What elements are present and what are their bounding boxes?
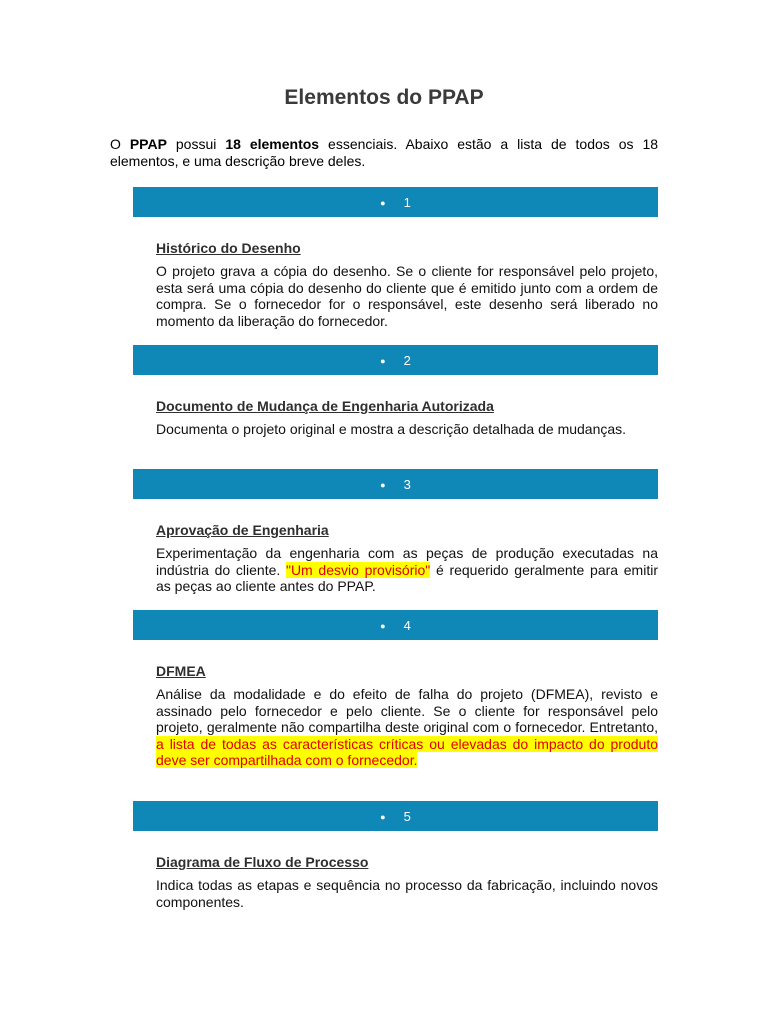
bullet-icon: ● [380, 621, 386, 631]
element-desc-3a: Experimentação da engenharia com as peças de produção executadas na indústria do cliente. [156, 545, 658, 578]
intro-text-3: essenciais. Abaixo estão a lista de todos os 18 elementos, e uma descrição breve deles. [110, 136, 659, 169]
element-desc-3b: é requerido geralmente para emitir as peças ao cliente antes do PPAP. [156, 561, 658, 594]
bullet-icon: ● [380, 812, 386, 822]
element-band-4 [133, 610, 658, 640]
element-desc-3-highlight: "Um desvio provisório" [285, 561, 431, 578]
bullet-icon: ● [380, 480, 386, 490]
element-desc-1: O projeto grava a cópia do desenho. Se o cliente for responsável pelo projeto, esta será uma cópia do desenho do cliente que é emitido junto com a ordem de compra. Se o fornecedor for o responsável, este desenho será liberado no momento da liberação do fornecedor. [156, 263, 658, 329]
element-number-5: 5 [403, 808, 411, 824]
element-desc-4-highlight: a lista de todas as características críticas ou elevadas do impacto do produto deve ser compartilhada com o fornecedor. [156, 735, 658, 768]
bullet-icon: ● [380, 356, 386, 366]
element-heading-3: Aprovação de Engenharia [156, 522, 329, 538]
element-number-3: 3 [403, 476, 411, 492]
element-desc-3 [156, 545, 658, 595]
element-number-1: 1 [403, 194, 411, 210]
element-desc-4 [156, 686, 658, 769]
element-section-5 [156, 854, 658, 910]
intro-bold-ppap: PPAP [129, 136, 167, 152]
element-number-4: 4 [403, 617, 411, 633]
intro-paragraph [110, 136, 658, 170]
element-band-5 [133, 801, 658, 831]
element-number-2: 2 [403, 352, 411, 368]
intro-text-1: O [110, 136, 130, 152]
bullet-icon: ● [380, 198, 386, 208]
element-heading-1: Histórico do Desenho [156, 240, 301, 256]
element-band-2 [133, 345, 658, 375]
element-section-4 [156, 663, 658, 769]
element-desc-5: Indica todas as etapas e sequência no processo da fabricação, incluindo novos componentes. [156, 877, 658, 910]
element-section-1 [156, 240, 658, 329]
intro-bold-count: 18 elementos [225, 136, 320, 152]
element-band-1 [133, 187, 658, 217]
intro-text-2: possui [166, 136, 226, 152]
element-band-3 [133, 469, 658, 499]
page-title: Elementos do PPAP [284, 86, 484, 109]
element-section-2 [156, 398, 658, 438]
element-section-3 [156, 522, 658, 595]
element-desc-4a: Análise da modalidade e do efeito de falha do projeto (DFMEA), revisto e assinado pelo fornecedor e pelo cliente. Se o cliente for responsável pelo projeto, geralmente não compartilha deste original com o fornecedor. Entretanto, [156, 686, 658, 735]
element-heading-4: DFMEA [156, 663, 206, 679]
element-desc-2: Documenta o projeto original e mostra a descrição detalhada de mudanças. [156, 421, 627, 437]
element-heading-2: Documento de Mudança de Engenharia Autorizada [156, 398, 494, 414]
element-heading-5: Diagrama de Fluxo de Processo [156, 854, 369, 870]
